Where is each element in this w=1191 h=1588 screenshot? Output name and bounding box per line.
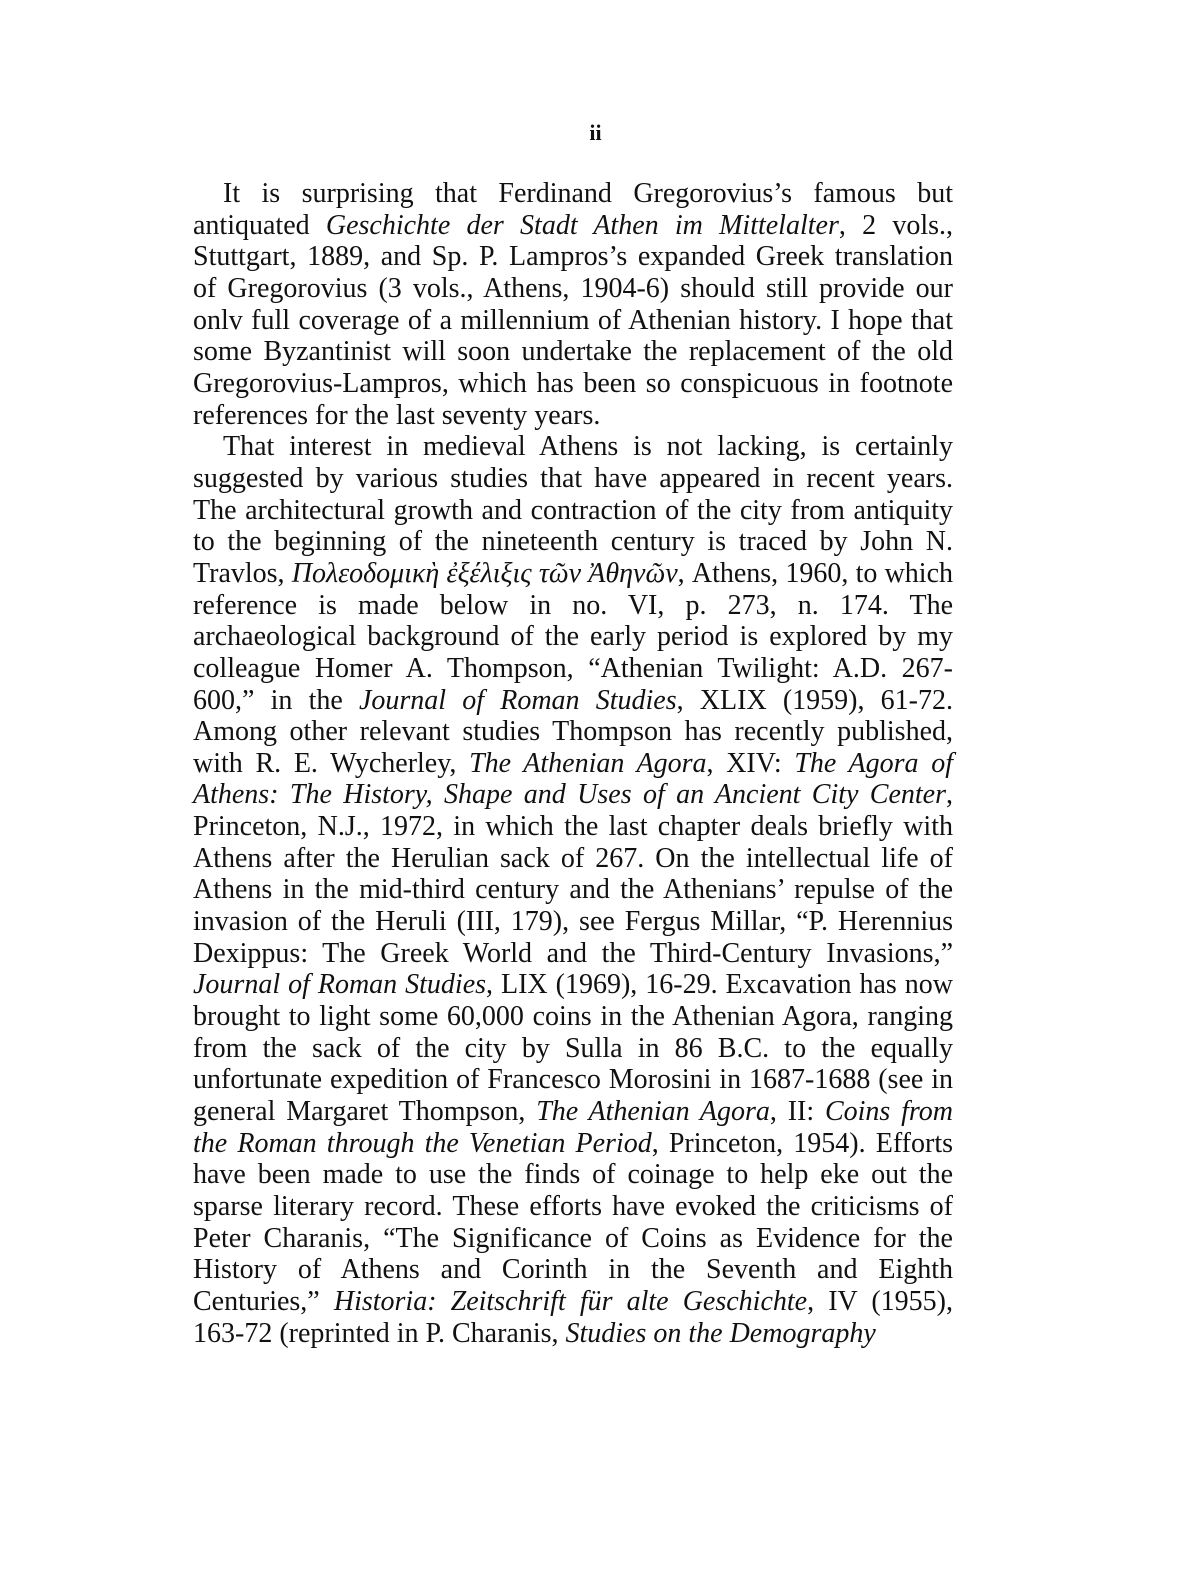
text-run: , 2 vols., Stuttgart, 1889, and Sp. P. Lampros’s expanded Greek translation of Gregorovius (3 vols., Athens, 1904-6) should still provide our onlv full coverage of a millennium of Athenian history. I hope that some Byzantinist will soon undertake the replacement of the old Gregorovius-Lampros, which has been so conspicuous in footnote references for the last seventy years.	[193, 209, 953, 431]
text-run: , IV (1955), 163-72 (reprinted in P. Charanis,	[193, 1285, 954, 1349]
italic-title: Journal of Roman Studies	[193, 969, 487, 1001]
paragraph-1	[193, 178, 953, 431]
text-run: , Athens, 1960, to which reference is made below in no. VI, p. 273, n. 174. The archaeological background of the early period is explored by my colleague Homer A. Thompson, “Athenian Twilight: A.D. 267-600,” in the	[193, 557, 954, 716]
text-run: , II:	[769, 1096, 825, 1128]
italic-title: Πολεοδομικὴ ἐξέλιξις τῶν Ἀθηνῶν	[291, 557, 678, 589]
italic-title: The Athenian Agora	[469, 747, 707, 779]
italic-title: The Agora of Athens: The History, Shape and Uses of an Ancient City Center	[193, 747, 953, 811]
text-run: , XIV:	[706, 747, 795, 779]
page-number: ii	[589, 120, 602, 145]
italic-title: Studies on the Demography	[565, 1317, 876, 1349]
italic-title: The Athenian Agora	[536, 1096, 770, 1128]
paragraph-2	[193, 431, 953, 1349]
italic-title: Journal of Roman Studies	[358, 684, 677, 716]
body-text	[193, 178, 953, 1349]
text-run: That interest in medieval Athens is not lacking, is certainly suggested by various studies that have appeared in recent years. The architectural growth and contraction of the city from antiquity to the beginning of the nineteenth century is traced by John N. Travlos,	[193, 431, 953, 589]
text-run: , Princeton, 1954). Efforts have been made to use the finds of coinage to help eke out the sparse literary record. These efforts have evoked the criticisms of Peter Charanis, “The Significance of Coins as Evidence for the History of Athens and Corinth in the Seventh and Eighth Centuries,”	[193, 1127, 953, 1317]
text-run: , Princeton, N.J., 1972, in which the last chapter deals briefly with Athens after the Herulian sack of 267. On the intellectual life of Athens in the mid-third century and the Athenians’ repulse of the invasion of the Heruli (III, 179), see Fergus Millar, “P. Herennius Dexippus: The Greek World and the Third-Century Invasions,”	[193, 779, 953, 969]
text-run: , XLIX (1959), 61-72. Among other relevant studies Thompson has recently published, with R. E. Wycherley,	[193, 684, 953, 779]
text-run: It is surprising that Ferdinand Gregorovius’s famous but antiquated	[193, 178, 953, 241]
italic-title: Historia: Zeitschrift für alte Geschichte	[333, 1285, 808, 1317]
italic-title: Coins from the Roman through the Venetian Period	[193, 1096, 953, 1159]
text-run: , LIX (1969), 16-29. Excavation has now brought to light some 60,000 coins in the Athenian Agora, ranging from the sack of the city by Sulla in 86 B.C. to the equally unfortunate expedition of Francesco Morosini in 1687-1688 (see in general Margaret Thompson,	[193, 969, 953, 1128]
italic-title: Geschichte der Stadt Athen im Mittelalter	[325, 209, 839, 241]
